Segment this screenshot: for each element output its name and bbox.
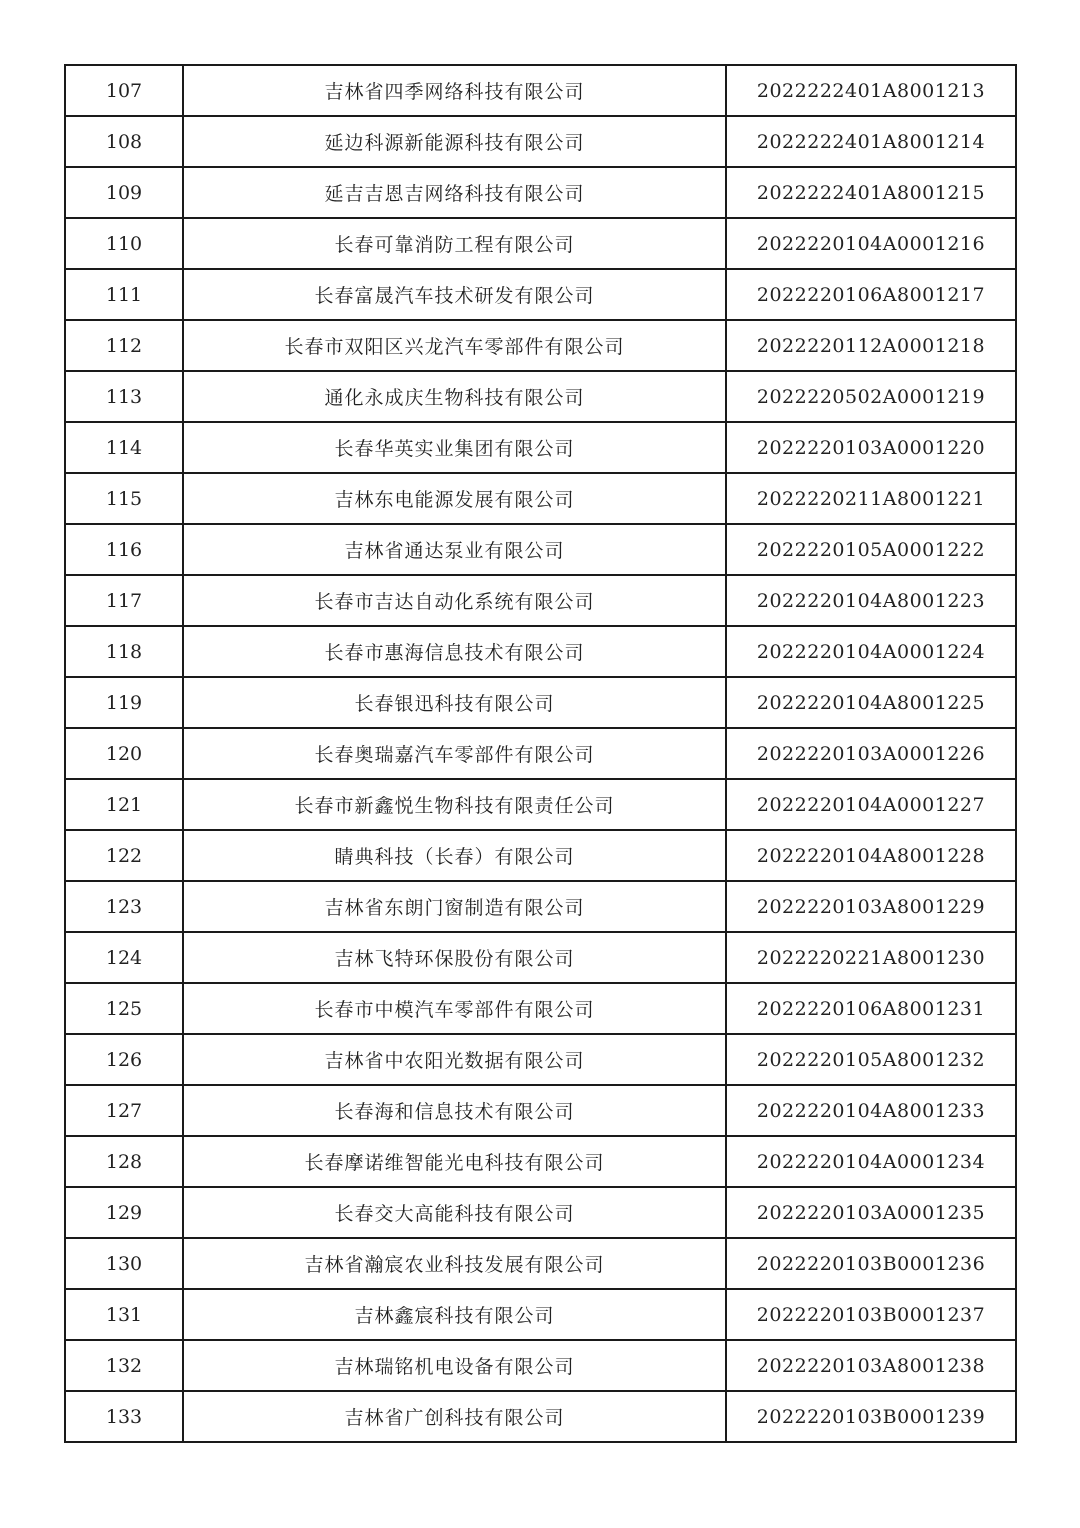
registration-code-cell: 2022222401A8001214 [726,116,1016,167]
registration-code-cell: 2022220104A0001227 [726,779,1016,830]
table-row [65,1391,1016,1442]
row-number-cell: 116 [65,524,183,575]
registration-code-cell: 2022220103B0001239 [726,1391,1016,1442]
table-row [65,830,1016,881]
table-row [65,728,1016,779]
row-number-cell: 109 [65,167,183,218]
table-row [65,371,1016,422]
row-number-cell: 117 [65,575,183,626]
table-row [65,779,1016,830]
table-row [65,575,1016,626]
row-number-cell: 131 [65,1289,183,1340]
company-name-cell: 通化永成庆生物科技有限公司 [183,371,726,422]
company-name-cell: 长春华英实业集团有限公司 [183,422,726,473]
table-row [65,983,1016,1034]
company-name-cell: 长春摩诺维智能光电科技有限公司 [183,1136,726,1187]
table-row [65,1340,1016,1391]
row-number-cell: 120 [65,728,183,779]
row-number-cell: 133 [65,1391,183,1442]
row-number-cell: 125 [65,983,183,1034]
row-number-cell: 114 [65,422,183,473]
company-name-cell: 长春可靠消防工程有限公司 [183,218,726,269]
row-number-cell: 112 [65,320,183,371]
table-row [65,1085,1016,1136]
row-number-cell: 122 [65,830,183,881]
registration-code-cell: 2022220106A8001217 [726,269,1016,320]
company-name-cell: 吉林省广创科技有限公司 [183,1391,726,1442]
registration-code-cell: 2022220104A0001234 [726,1136,1016,1187]
row-number-cell: 111 [65,269,183,320]
registration-code-cell: 2022222401A8001213 [726,65,1016,116]
company-name-cell: 吉林省四季网络科技有限公司 [183,65,726,116]
registration-code-cell: 2022220104A0001224 [726,626,1016,677]
row-number-cell: 123 [65,881,183,932]
registration-code-cell: 2022220103A8001229 [726,881,1016,932]
company-name-cell: 吉林省东朗门窗制造有限公司 [183,881,726,932]
row-number-cell: 108 [65,116,183,167]
table-row [65,1136,1016,1187]
row-number-cell: 115 [65,473,183,524]
registration-code-cell: 2022220103A0001235 [726,1187,1016,1238]
company-name-cell: 吉林飞特环保股份有限公司 [183,932,726,983]
table-row [65,167,1016,218]
row-number-cell: 124 [65,932,183,983]
registration-code-cell: 2022220103A0001226 [726,728,1016,779]
registration-code-cell: 2022220112A0001218 [726,320,1016,371]
company-name-cell: 吉林省通达泵业有限公司 [183,524,726,575]
registration-code-cell: 2022220105A8001232 [726,1034,1016,1085]
table-row [65,473,1016,524]
registration-code-cell: 2022220104A8001233 [726,1085,1016,1136]
company-name-cell: 长春市吉达自动化系统有限公司 [183,575,726,626]
row-number-cell: 110 [65,218,183,269]
company-name-cell: 吉林省瀚宸农业科技发展有限公司 [183,1238,726,1289]
company-name-cell: 长春市双阳区兴龙汽车零部件有限公司 [183,320,726,371]
registry-table-body [65,65,1016,1442]
registration-code-cell: 2022220103B0001237 [726,1289,1016,1340]
registration-code-cell: 2022220105A0001222 [726,524,1016,575]
registration-code-cell: 2022220104A8001228 [726,830,1016,881]
table-row [65,1289,1016,1340]
registration-code-cell: 2022220104A0001216 [726,218,1016,269]
row-number-cell: 126 [65,1034,183,1085]
table-row [65,626,1016,677]
company-name-cell: 延吉吉恩吉网络科技有限公司 [183,167,726,218]
row-number-cell: 113 [65,371,183,422]
row-number-cell: 127 [65,1085,183,1136]
table-row [65,881,1016,932]
registration-code-cell: 2022220211A8001221 [726,473,1016,524]
row-number-cell: 132 [65,1340,183,1391]
table-row [65,116,1016,167]
table-row [65,218,1016,269]
registration-code-cell: 2022220502A0001219 [726,371,1016,422]
company-name-cell: 吉林瑞铭机电设备有限公司 [183,1340,726,1391]
table-row [65,1187,1016,1238]
registry-table [64,64,1017,1443]
table-row [65,677,1016,728]
company-name-cell: 长春海和信息技术有限公司 [183,1085,726,1136]
company-name-cell: 长春市惠海信息技术有限公司 [183,626,726,677]
registration-code-cell: 2022220221A8001230 [726,932,1016,983]
company-name-cell: 长春银迅科技有限公司 [183,677,726,728]
company-name-cell: 吉林鑫宸科技有限公司 [183,1289,726,1340]
company-name-cell: 长春市新鑫悦生物科技有限责任公司 [183,779,726,830]
registration-code-cell: 2022220104A8001225 [726,677,1016,728]
row-number-cell: 118 [65,626,183,677]
table-row [65,932,1016,983]
row-number-cell: 130 [65,1238,183,1289]
table-row [65,1238,1016,1289]
table-row [65,524,1016,575]
table-row [65,422,1016,473]
company-name-cell: 睛典科技（长春）有限公司 [183,830,726,881]
registration-code-cell: 2022220104A8001223 [726,575,1016,626]
registration-code-cell: 2022220106A8001231 [726,983,1016,1034]
company-name-cell: 长春市中模汽车零部件有限公司 [183,983,726,1034]
registration-code-cell: 2022220103B0001236 [726,1238,1016,1289]
table-row [65,1034,1016,1085]
row-number-cell: 119 [65,677,183,728]
company-name-cell: 长春奥瑞嘉汽车零部件有限公司 [183,728,726,779]
company-name-cell: 长春富晟汽车技术研发有限公司 [183,269,726,320]
row-number-cell: 107 [65,65,183,116]
registration-code-cell: 2022220103A0001220 [726,422,1016,473]
company-name-cell: 吉林省中农阳光数据有限公司 [183,1034,726,1085]
table-row [65,320,1016,371]
table-row [65,269,1016,320]
company-name-cell: 吉林东电能源发展有限公司 [183,473,726,524]
table-row [65,65,1016,116]
registration-code-cell: 2022222401A8001215 [726,167,1016,218]
company-name-cell: 长春交大高能科技有限公司 [183,1187,726,1238]
company-name-cell: 延边科源新能源科技有限公司 [183,116,726,167]
row-number-cell: 128 [65,1136,183,1187]
row-number-cell: 129 [65,1187,183,1238]
row-number-cell: 121 [65,779,183,830]
registration-code-cell: 2022220103A8001238 [726,1340,1016,1391]
